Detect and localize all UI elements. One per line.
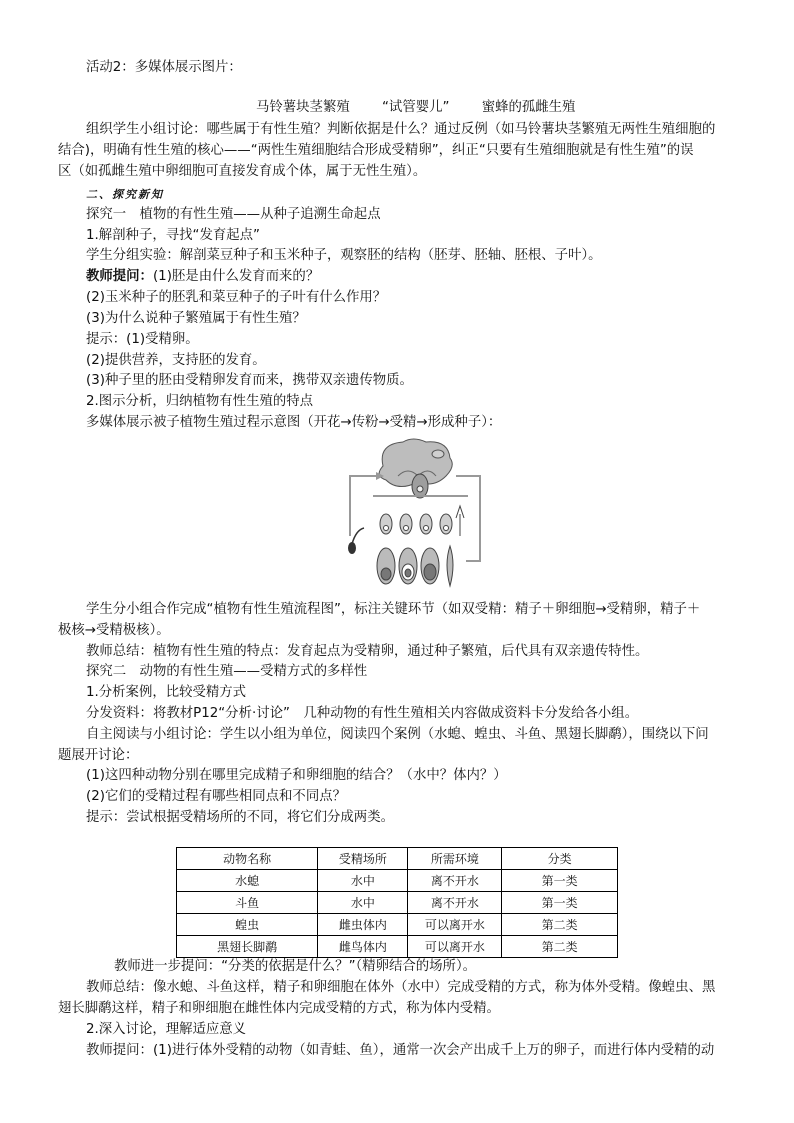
hint-2: (2)提供营养，支持胚的发育。 — [86, 353, 266, 368]
table-cell: 第二类 — [502, 914, 618, 936]
table-row — [177, 892, 618, 914]
explore-2-heading: 探究二 动物的有性生殖——受精方式的多样性 — [86, 664, 368, 679]
table-cell: 离不开水 — [408, 892, 502, 914]
classification-hint: 提示：尝试根据受精场所的不同，将它们分成两类。 — [86, 810, 394, 825]
table-cell: 第二类 — [502, 936, 618, 958]
step-a1-title: 1.分析案例，比较受精方式 — [86, 685, 247, 700]
reading-line-1: 自主阅读与小组讨论：学生以小组为单位，阅读四个案例（水螅、蝗虫、斗鱼、黑翅长脚鹬），围绕以下问 — [86, 727, 709, 742]
header-animal: 动物名称 — [177, 848, 318, 870]
hint-3: (3)种子里的胚由受精卵发育而来，携带双亲遗传物质。 — [86, 373, 413, 388]
question-3: (3)为什么说种子繁殖属于有性生殖？ — [86, 311, 306, 326]
table-cell: 水中 — [318, 870, 408, 892]
image-captions — [256, 96, 603, 115]
further-question: 教师进一步提问：“分类的依据是什么？”（精卵结合的场所）。 — [114, 959, 477, 974]
table-cell: 蝗虫 — [177, 914, 318, 936]
teacher-question-prefix: 教师提问： — [86, 269, 153, 284]
caption-ivf: “试管婴儿” — [382, 100, 450, 115]
teacher-summary-line-2: 翅长脚鹬这样，精子和卵细胞在雌性体内完成受精的方式，称为体内受精。 — [58, 1001, 500, 1016]
table-cell: 离不开水 — [408, 870, 502, 892]
animal-question-1: (1)这四种动物分别在哪里完成精子和卵细胞的结合？（水中？体内？） — [86, 768, 507, 783]
step-a2-title: 2.深入讨论，理解适应意义 — [86, 1022, 247, 1037]
seed-stages — [377, 546, 453, 586]
paragraph-1-line-3: 区（如孤雌生殖中卵细胞可直接发育成个体，属于无性生殖）。 — [58, 164, 427, 179]
paragraph-1-line-2: 结合)，明确有性生殖的核心——“两性生殖细胞结合形成受精卵”，纠正“只要有生殖细胞就是有性生殖”的误 — [58, 143, 694, 158]
plant-reproduction-diagram — [338, 436, 488, 596]
question-1: (1)胚是由什么发育而来的？ — [152, 269, 320, 284]
table-cell: 第一类 — [502, 870, 618, 892]
table-row — [177, 936, 618, 958]
teacher-question-label — [86, 267, 319, 287]
teacher-summary-line-1: 教师总结：像水螅、斗鱼这样，精子和卵细胞在体外（水中）完成受精的方式，称为体外受精。像蝗虫、黑 — [86, 980, 716, 995]
teacher-question-a2: 教师提问：(1)进行体外受精的动物（如青蛙、鱼），通常一次会产出成千上万的卵子，而进行体内受精的动 — [86, 1043, 715, 1058]
header-environment: 所需环境 — [408, 848, 502, 870]
table-cell: 第一类 — [502, 892, 618, 914]
table-cell: 水中 — [318, 892, 408, 914]
table-cell: 雌虫体内 — [318, 914, 408, 936]
step-1-experiment: 学生分组实验：解剖菜豆种子和玉米种子，观察胚的结构（胚芽、胚轴、胚根、子叶）。 — [86, 248, 602, 263]
ovule-stages — [380, 506, 464, 536]
table-cell: 斗鱼 — [177, 892, 318, 914]
section-heading-2: 二、探究新知 — [86, 188, 164, 201]
fertilization-table — [176, 847, 618, 958]
flow-line-1: 学生分小组合作完成“植物有性生殖流程图”，标注关键环节（如双受精：精子＋卵细胞→受精卵，精子＋ — [86, 602, 701, 617]
table-row — [177, 870, 618, 892]
table-cell: 水螅 — [177, 870, 318, 892]
paragraph-1-line-1: 组织学生小组讨论：哪些属于有性生殖？判断依据是什么？通过反例（如马铃薯块茎繁殖无两性生殖细胞的 — [86, 122, 716, 137]
explore-1-heading: 探究一 植物的有性生殖——从种子追溯生命起点 — [86, 207, 381, 222]
question-2: (2)玉米种子的胚乳和菜豆种子的子叶有什么作用？ — [86, 290, 387, 305]
table-cell: 黑翅长脚鹬 — [177, 936, 318, 958]
flower-illustration — [379, 439, 452, 498]
activity-2-title: 活动2：多媒体展示图片： — [86, 60, 242, 75]
animal-question-2: (2)它们的受精过程有哪些相同点和不同点？ — [86, 789, 346, 804]
material-text: 分发资料：将教材P12“分析·讨论” 几种动物的有性生殖相关内容做成资料卡分发给各小组。 — [86, 706, 639, 721]
summary-1: 教师总结：植物有性生殖的特点：发育起点为受精卵，通过种子繁殖，后代具有双亲遗传特性。 — [86, 644, 649, 659]
table-cell: 可以离开水 — [408, 914, 502, 936]
table-row — [177, 914, 618, 936]
reading-line-2: 题展开讨论： — [58, 748, 139, 763]
header-site: 受精场所 — [318, 848, 408, 870]
hint-1: 提示：(1)受精卵。 — [86, 332, 199, 347]
step-2-title: 2.图示分析，归纳植物有性生殖的特点 — [86, 394, 314, 409]
table-header-row — [177, 848, 618, 870]
header-category: 分类 — [502, 848, 618, 870]
table-cell: 雌鸟体内 — [318, 936, 408, 958]
caption-potato: 马铃薯块茎繁殖 — [256, 100, 350, 115]
flow-line-2: 极核→受精极核）。 — [58, 623, 170, 638]
step-1-title: 1.解剖种子，寻找“发育起点” — [86, 228, 260, 243]
caption-bee: 蜜蜂的孤雌生殖 — [481, 100, 576, 115]
step-2-text: 多媒体展示被子植物生殖过程示意图（开花→传粉→受精→形成种子）： — [86, 415, 502, 430]
table-cell: 可以离开水 — [408, 936, 502, 958]
